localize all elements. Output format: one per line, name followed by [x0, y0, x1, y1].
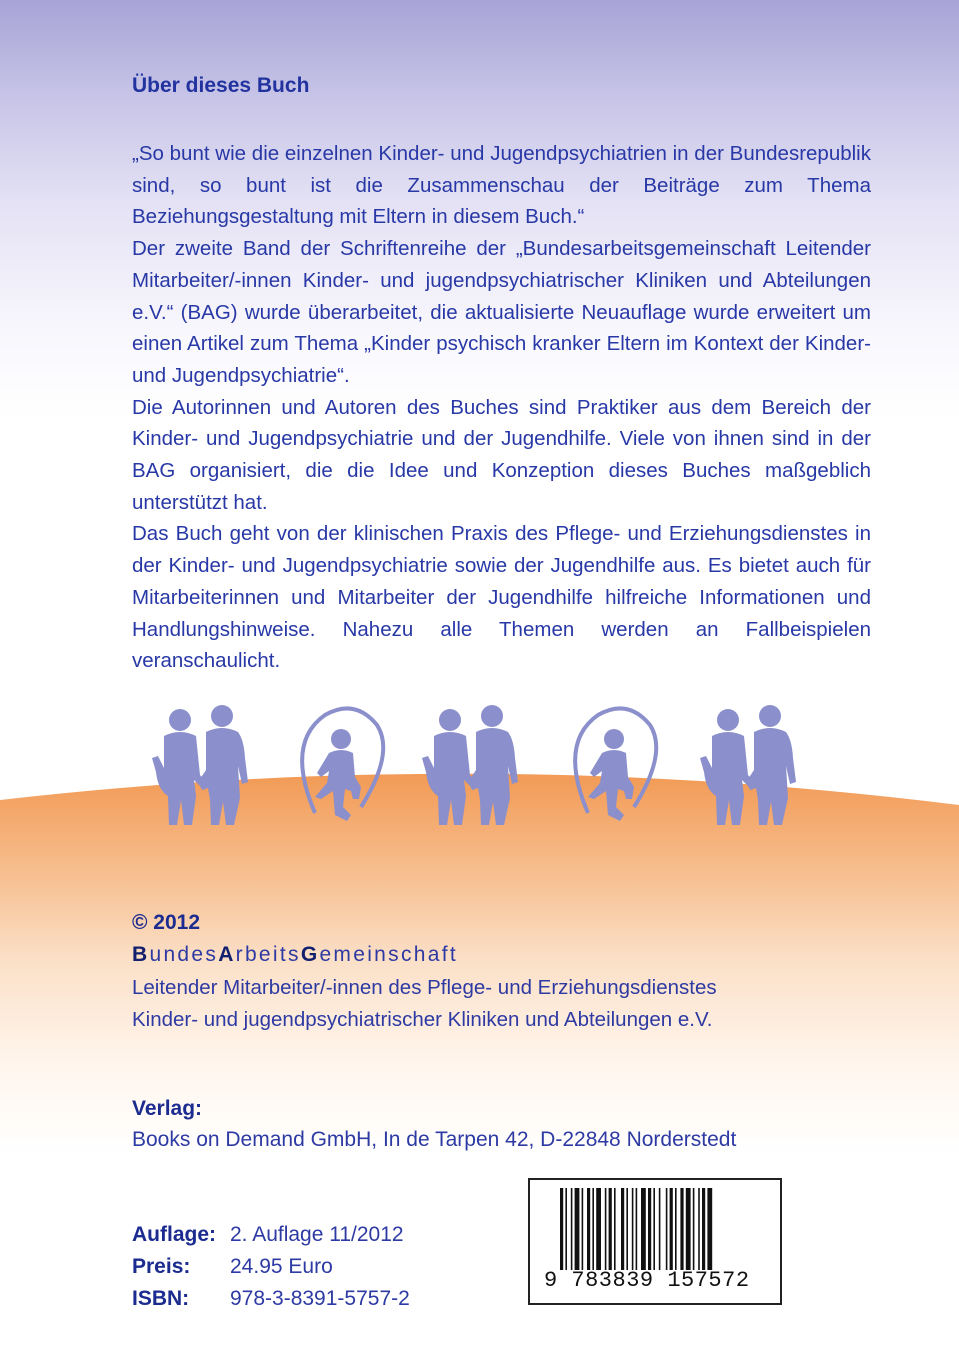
book-description: [132, 138, 871, 677]
jump-rope-child-icon: [575, 708, 656, 821]
org-name-part: undes: [149, 943, 219, 966]
org-name-part: rbeits: [235, 943, 301, 966]
barcode-bar: [582, 1188, 584, 1270]
barcode-bar: [636, 1188, 638, 1270]
barcode-bar: [632, 1188, 634, 1270]
barcode-bars: [560, 1188, 756, 1270]
organization-name: [132, 943, 458, 967]
price-value: 24.95 Euro: [230, 1255, 333, 1278]
barcode-bar: [653, 1188, 655, 1270]
org-name-part: emeinschaft: [319, 943, 458, 966]
edition-value: 2. Auflage 11/2012: [230, 1223, 404, 1246]
publisher-address: Books on Demand GmbH, In de Tarpen 42, D-22848 Norderstedt: [132, 1128, 737, 1151]
barcode-bar: [698, 1188, 700, 1270]
couple-figures-icon: [700, 705, 796, 825]
barcode-bar: [693, 1188, 695, 1270]
barcode-bar: [707, 1188, 712, 1270]
barcode-bar: [571, 1188, 573, 1270]
organization-line-2: Kinder- und jugendpsychiatrischer Kliniken und Abteilungen e.V.: [132, 1008, 713, 1031]
org-name-cap: A: [218, 943, 236, 966]
barcode-bar: [680, 1188, 683, 1270]
description-paragraph: „So bunt wie die einzelnen Kinder- und Jugendpsychiatrien in der Bundesrepublik sind, so bunt ist die Zusammenschau der Beiträge zum Thema Beziehungsgestaltung mit Eltern in diesem Buch.“: [132, 142, 871, 229]
barcode-digits: 9 783839 157572: [544, 1268, 750, 1293]
illustration-figures: [150, 695, 810, 830]
isbn-barcode: [528, 1178, 782, 1305]
barcode-bar: [670, 1188, 673, 1270]
copyright-year: © 2012: [132, 911, 201, 934]
barcode-bar: [686, 1188, 691, 1270]
description-paragraph: Das Buch geht von der klinischen Praxis des Pflege- und Erziehungsdienstes in der Kinder- und Jugendpsychiatrie sowie der Jugendhilfe aus. Es bietet auch für Mitarbeiterinnen und Mitarbeiter der Jugendhilfe hilfreiche Informationen und Handlungshinweise. Nahezu alle Themen werden an Fallbeispielen veranschaulicht.: [132, 522, 871, 673]
couple-figures-icon: [422, 705, 518, 825]
organization-line-1: Leitender Mitarbeiter/-innen des Pflege- und Erziehungsdienstes: [132, 976, 717, 999]
isbn-label: ISBN:: [132, 1287, 190, 1310]
barcode-bar: [666, 1188, 668, 1270]
barcode-bar: [596, 1188, 601, 1270]
barcode-bar: [621, 1188, 624, 1270]
barcode-bar: [592, 1188, 594, 1270]
barcode-bar: [605, 1188, 607, 1270]
org-name-cap: G: [300, 943, 320, 966]
barcode-bar: [702, 1188, 705, 1270]
price-row: [132, 1255, 333, 1279]
org-name-cap: B: [132, 943, 150, 966]
barcode-bar: [614, 1188, 616, 1270]
edition-row: [132, 1223, 404, 1247]
couple-figures-icon: [152, 705, 248, 825]
barcode-bar: [641, 1188, 646, 1270]
edition-label: Auflage:: [132, 1223, 216, 1246]
barcode-bar: [675, 1188, 677, 1270]
barcode-bar: [565, 1188, 567, 1270]
barcode-bar: [575, 1188, 580, 1270]
description-paragraph: Der zweite Band der Schriftenreihe der „Bundesarbeitsgemeinschaft Leitender Mitarbeiter/-innen Kinder- und jugendpsychiatrischer Kliniken und Abteilungen e.V.“ (BAG) wurde überarbeitet, die aktualisierte Neuauflage wurde erweitert um einen Artikel zum Thema „Kinder psychisch kranker Eltern im Kontext der Kinder- und Jugendpsychiatrie“.: [132, 237, 871, 387]
publisher-label: Verlag:: [132, 1097, 203, 1120]
barcode-bar: [626, 1188, 628, 1270]
barcode-bar: [587, 1188, 590, 1270]
price-label: Preis:: [132, 1255, 191, 1278]
barcode-bar: [648, 1188, 651, 1270]
barcode-bar: [560, 1188, 563, 1270]
barcode-bar: [609, 1188, 612, 1270]
jump-rope-child-icon: [302, 708, 383, 821]
isbn-value: 978-3-8391-5757-2: [230, 1287, 410, 1310]
about-book-heading: Über dieses Buch: [132, 74, 310, 97]
isbn-row: [132, 1287, 410, 1311]
description-paragraph: Die Autorinnen und Autoren des Buches sind Praktiker aus dem Bereich der Kinder- und Jugendpsychiatrie und der Jugendhilfe. Viele von ihnen sind in der BAG organisiert, die die Idee und Konzeption dieses Buches maßgeblich unterstützt hat.: [132, 395, 871, 514]
barcode-bar: [659, 1188, 661, 1270]
